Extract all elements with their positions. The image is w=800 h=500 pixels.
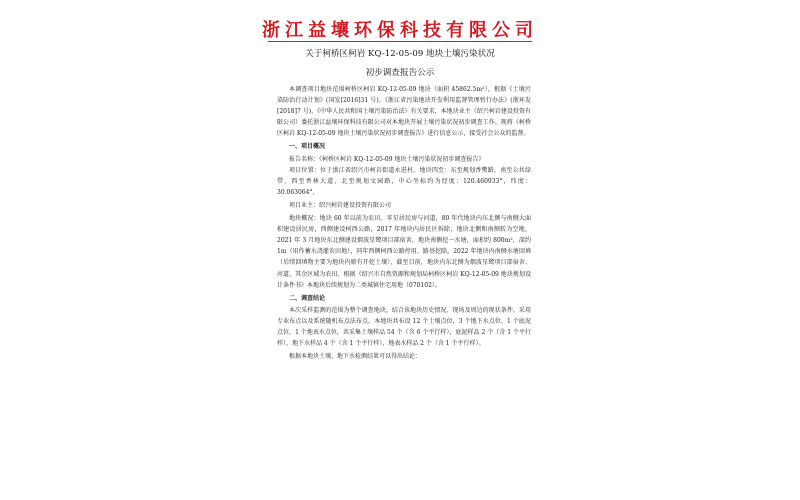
section-heading-conclusion: 二、调查结论	[289, 294, 326, 302]
document-body	[277, 84, 531, 362]
intro-paragraph: 本调查项目地块范围柯桥区柯岩 KQ-12-05-09 地块（面积 45862.5m²），根据《土壤污染防治行动计划》(国发[2016]31 号)、《浙江省污染地块开发利用监督管理暂行办法》(浙环发[2018]7 号)、《中华人民共和国土壤污染防治法》有关要求，本地块业主（绍兴柯岩建设投资有限公司）委托浙江益壤环保科技有限公司对本地块开展土壤污染状况初步调查工作。现将《柯桥区柯岩 KQ-12-05-09 地块土壤污染状况初步调查报告》进行信息公示，接受社会公众的监督。	[277, 86, 531, 138]
company-name: 浙江益壤环保科技有限公司	[262, 20, 538, 41]
conclusion-lead-paragraph: 根据本地块土壤、地下水检测结果可以得出结论：	[289, 353, 422, 361]
document-page	[258, 0, 542, 500]
header-rule	[268, 41, 532, 42]
section-heading-overview: 一、项目概况	[289, 143, 326, 151]
report-name-paragraph: 报告名称：《柯桥区柯岩 KQ-12-05-09 地块土壤污染状况初步调查报告》	[289, 155, 485, 163]
document-title-line1: 关于柯桥区柯岩 KQ-12-05-09 地块土壤污染状况	[305, 49, 495, 59]
owner-paragraph: 项目业主：绍兴柯岩建设投资有限公司	[289, 201, 392, 209]
conclusion-paragraph: 本次采样监测的范围为整个调查地块，结合该地块历史情况、现场及周边的现状条件，采用专业布点以及系统随机布点法布点。本地块共布设 12 个土壤点位，3 个地下水点位，1 个底泥点位，1 个地表水点位，共采集土壤样品 54 个（含 6 个平行样），底泥样品 2 个（含 1 个平行样），地下水样品 4 个（含 1 个平行样），地表水样品 2 个（含 1 个平行样）。	[277, 306, 531, 348]
document-title-line2: 初步调查报告公示	[365, 68, 435, 78]
location-paragraph: 项目位置：位于浙江省绍兴市柯岩街道永进村。地块四至：东至规划香樊路，南至公共绿带，西至香林大道，北至规划文园路，中心坐标约为经度：120.460933°，纬度：30.063064°。	[277, 166, 531, 196]
overview-paragraph: 地块概况：地块 60 年以前为农田、零星居民房与河道，80 年代地块内东北侧与南侧大面积建设居民房，西侧建设柯西公路，2017 年地块内居民区拆除，地块北侧和南侧转为空地，2021 年 3 月地块东北侧建设烟波星鹭项目部宿舍，地块南侧挖一水塘，面积约 800m²，深约 1m（用作蓄水浇灌农田地），同年西侧柯西公路停用，路基挖除，2022 年地块内南侧水塘回填（后续回填物主要为地块内原有开挖土壤），截至目前，地块内东北侧为烟波星鹭项目部宿舍、河道，其余区域为农田。根据《绍兴市自然资源和规划局柯桥区柯岩 KQ-12-05-09 地块规划设计条件书》本地块后续规划为二类城镇住宅用地（070102）。	[277, 215, 531, 289]
